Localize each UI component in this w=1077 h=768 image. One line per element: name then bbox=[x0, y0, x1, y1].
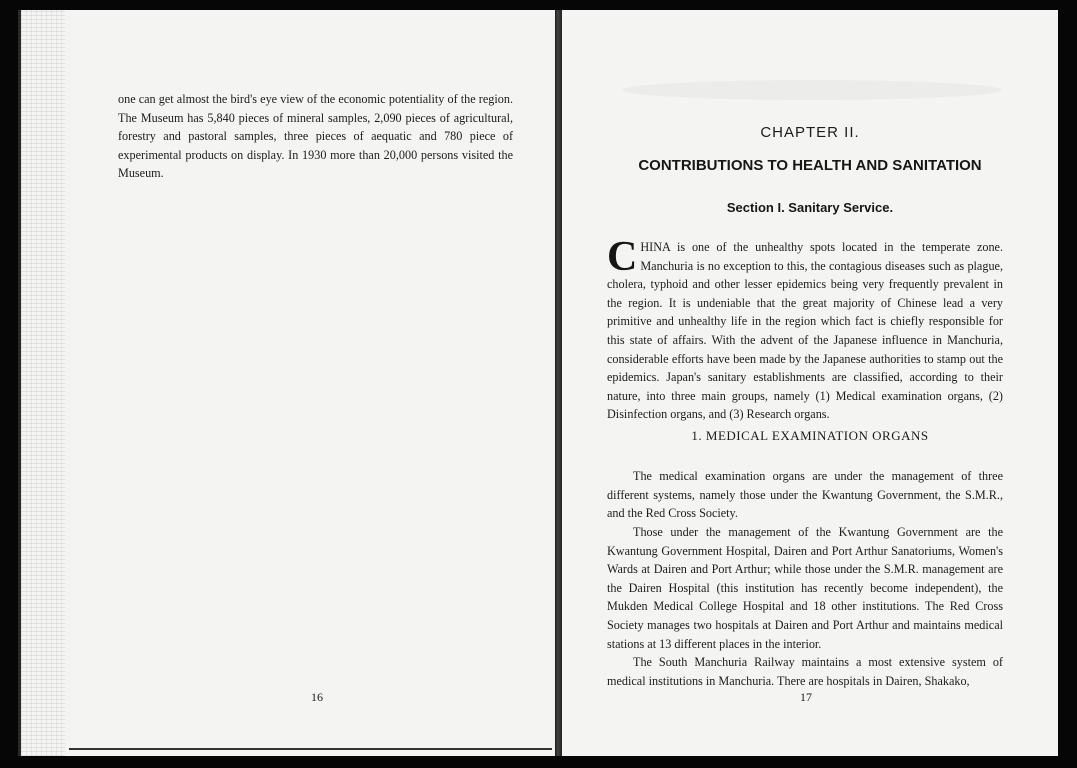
page-bottom-rule bbox=[69, 748, 552, 750]
section-title: Section I. Sanitary Service. bbox=[726, 200, 894, 215]
chapter-title: CONTRIBUTIONS TO HEALTH AND SANITATION bbox=[638, 157, 982, 174]
subheading-medical-examination: 1. MEDICAL EXAMINATION ORGANS bbox=[691, 428, 929, 443]
left-page-number: 16 bbox=[311, 690, 323, 704]
paragraph-medical-3: The South Manchuria Railway maintains a most extensive system of medical institutions in Manchuria. There are hospitals in Dairen, Shakako, bbox=[607, 655, 1003, 688]
scan-smudge bbox=[622, 80, 1002, 100]
drop-cap: C bbox=[607, 234, 638, 280]
chapter-heading: CHAPTER II. bbox=[760, 124, 860, 141]
paragraph-medical-2: Those under the management of the Kwantung Government are the Kwantung Government Hospital, Dairen and Port Arthur Sanatoriums, Women's Wards at Dairen and Port Arthur; while those under the S.M.R. management are the Dairen Hospital (this institution has recently become independent), the Mukden Medical College Hospital and 18 other institutions. The Red Cross Society manages two hospitals at Dairen and Port Arthur and maintains medical stations at 13 different places in the interior. bbox=[607, 525, 1003, 651]
right-page-number: 17 bbox=[800, 690, 812, 704]
intro-paragraph bbox=[607, 234, 1003, 424]
page-edge-speckle bbox=[21, 10, 65, 756]
paragraph-medical-1: The medical examination organs are under the management of three different systems, namely those under the Kwantung Government, the S.M.R., and the Red Cross Society. bbox=[607, 469, 1003, 521]
intro-text: HINA is one of the unhealthy spots located in the temperate zone. Manchuria is no exception to this, the contagious diseases such as plague, cholera, typhoid and other lesser epidemics being very frequently prevalent in the region. It is undeniable that the great majority of Chinese lead a very primitive and unhealthy life in the region which fact is chiefly responsible for this state of affairs. With the advent of the Japanese influence in Manchuria, considerable efforts have been made by the Japanese authorities to stamp out the epidemics. Japan's sanitary establishments are classified, according to their nature, into three main groups, namely (1) Medical examination organs, (2) Disinfection organs, and (3) Research organs. bbox=[607, 240, 1003, 422]
left-paragraph: one can get almost the bird's eye view of the economic potentiality of the region. The Museum has 5,840 pieces of mineral samples, 2,090 pieces of agricultural, forestry and pastoral samples, three pieces of aequatic and 780 piece of experimental products on display. In 1930 more than 20,000 persons visited the Museum. bbox=[118, 92, 513, 181]
left-page bbox=[18, 10, 558, 756]
right-page bbox=[562, 10, 1058, 756]
book-gutter bbox=[555, 10, 562, 756]
